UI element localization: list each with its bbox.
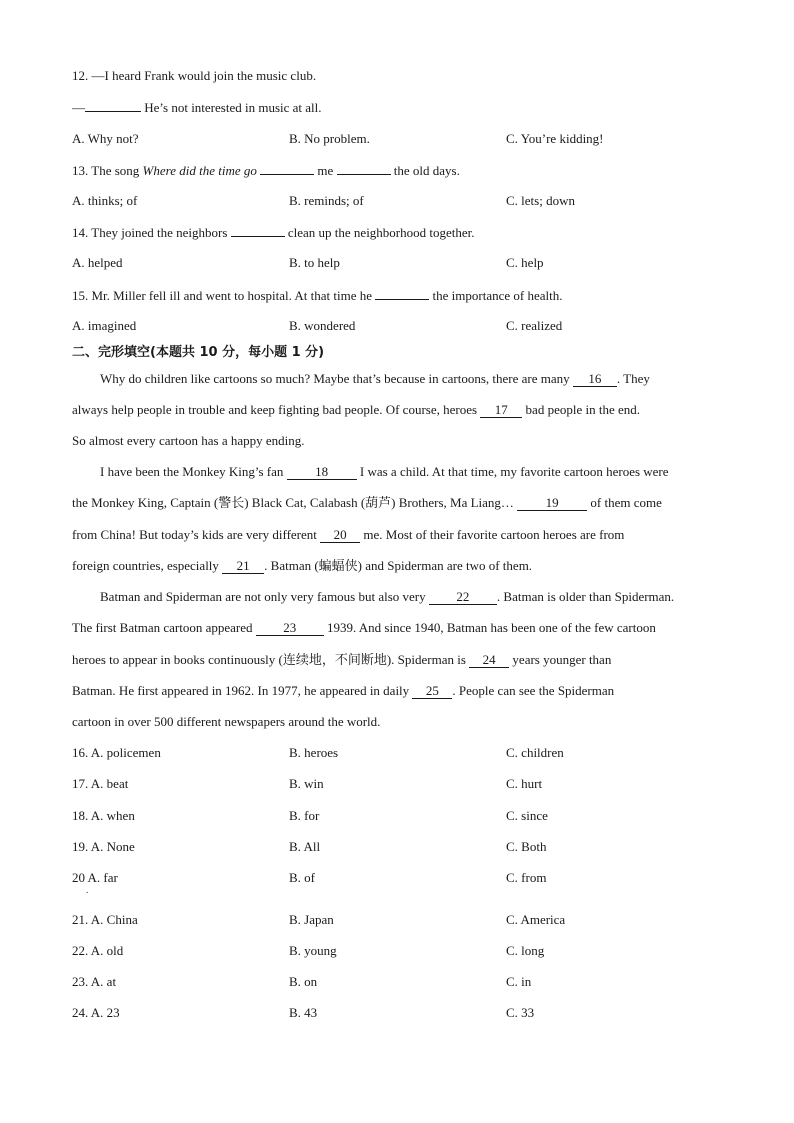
passage-line: The first Batman cartoon appeared 23 1939. And since 1940, Batman has been one of the few cartoon (72, 620, 656, 635)
option-b: B. 43 (289, 1005, 318, 1020)
cloze-gap-18: 18 (287, 465, 357, 480)
answer-blank (231, 224, 285, 237)
q13-option-c: C. lets; down (506, 193, 575, 208)
question-13-stem: 13. The song Where did the time go me the old days. (72, 163, 460, 178)
question-12-dialogue-reply: — He’s not interested in music at all. (72, 100, 322, 115)
passage-line: from China! But today’s kids are very different 20 me. Most of their favorite cartoon heroes are from (72, 527, 625, 542)
option-c: C. hurt (506, 776, 543, 791)
passage-line: Batman and Spiderman are not only very famous but also very 22 . Batman is older than Spiderman. (100, 589, 675, 604)
option-a: 21. A. China (72, 912, 138, 927)
cloze-gap-16: 16 (573, 372, 617, 387)
passage-line: I have been the Monkey King’s fan 18 I was a child. At that time, my favorite cartoon heroes were (100, 464, 669, 479)
option-c: C. in (506, 974, 532, 989)
answer-blank (260, 162, 314, 175)
option-b: B. of (289, 870, 315, 885)
question-12-stem: 12. —I heard Frank would join the music club. (72, 68, 317, 83)
passage-line: Batman. He first appeared in 1962. In 1977, he appeared in daily 25 . People can see the Spiderman (72, 683, 615, 698)
passage-line: foreign countries, especially 21 . Batman (蝙蝠侠) and Spiderman are two of them. (72, 558, 533, 573)
option-a: 23. A. at (72, 974, 117, 989)
q12-option-b: B. No problem. (289, 131, 370, 146)
option-b: B. heroes (289, 745, 339, 760)
option-a: 24. A. 23 (72, 1005, 120, 1020)
cloze-gap-20: 20 (320, 528, 360, 543)
cloze-gap-19: 19 (517, 496, 587, 511)
q13-option-a: A. thinks; of (72, 193, 138, 208)
q15-option-c: C. realized (506, 318, 563, 333)
cloze-gap-24: 24 (469, 653, 509, 668)
option-a: 19. A. None (72, 839, 135, 854)
option-c: C. 33 (506, 1005, 535, 1020)
cloze-gap-21: 21 (222, 559, 264, 574)
option-b: B. young (289, 943, 337, 958)
passage-line: heroes to appear in books continuously (连续地，不间断地). Spiderman is 24 years younger than (72, 652, 612, 667)
q13-option-b: B. reminds; of (289, 193, 364, 208)
passage-line: So almost every cartoon has a happy ending. (72, 433, 305, 448)
q14-option-a: A. helped (72, 255, 123, 270)
song-title: Where did the time go (142, 163, 257, 178)
q15-option-a: A. imagined (72, 318, 137, 333)
q14-option-c: C. help (506, 255, 544, 270)
option-a: 17. A. beat (72, 776, 129, 791)
section-heading-cloze: 二、完形填空(本题共 10 分，每小题 1 分) (72, 345, 325, 360)
cloze-gap-22: 22 (429, 590, 497, 605)
option-c: C. America (506, 912, 566, 927)
q15-option-b: B. wondered (289, 318, 356, 333)
option-c: C. Both (506, 839, 547, 854)
option-a: 20 A. far (72, 870, 118, 885)
option-a: 18. A. when (72, 808, 135, 823)
option-b: B. All (289, 839, 321, 854)
q12-option-a: A. Why not? (72, 131, 139, 146)
stray-period-mark: . (86, 885, 89, 895)
answer-blank (337, 162, 391, 175)
option-c: C. since (506, 808, 548, 823)
option-c: C. from (506, 870, 547, 885)
passage-line: cartoon in over 500 different newspapers around the world. (72, 714, 381, 729)
q14-option-b: B. to help (289, 255, 340, 270)
answer-blank (375, 287, 429, 300)
option-a: 16. A. policemen (72, 745, 161, 760)
question-15-stem: 15. Mr. Miller fell ill and went to hospital. At that time he the importance of health. (72, 288, 563, 303)
passage-line: always help people in trouble and keep fighting bad people. Of course, heroes 17 bad people in the end. (72, 402, 640, 417)
option-c: C. long (506, 943, 545, 958)
passage-line: the Monkey King, Captain (警长) Black Cat, Calabash (葫芦) Brothers, Ma Liang… 19 of them come (72, 495, 662, 510)
cloze-gap-17: 17 (480, 403, 522, 418)
option-c: C. children (506, 745, 564, 760)
cloze-gap-23: 23 (256, 621, 324, 636)
option-b: B. for (289, 808, 320, 823)
option-a: 22. A. old (72, 943, 124, 958)
passage-line: Why do children like cartoons so much? Maybe that’s because in cartoons, there are many 16 . They (100, 371, 650, 386)
answer-blank (85, 99, 141, 112)
option-b: B. win (289, 776, 324, 791)
option-b: B. on (289, 974, 318, 989)
q12-option-c: C. You’re kidding! (506, 131, 604, 146)
option-b: B. Japan (289, 912, 334, 927)
question-14-stem: 14. They joined the neighbors clean up the neighborhood together. (72, 225, 475, 240)
cloze-gap-25: 25 (412, 684, 452, 699)
